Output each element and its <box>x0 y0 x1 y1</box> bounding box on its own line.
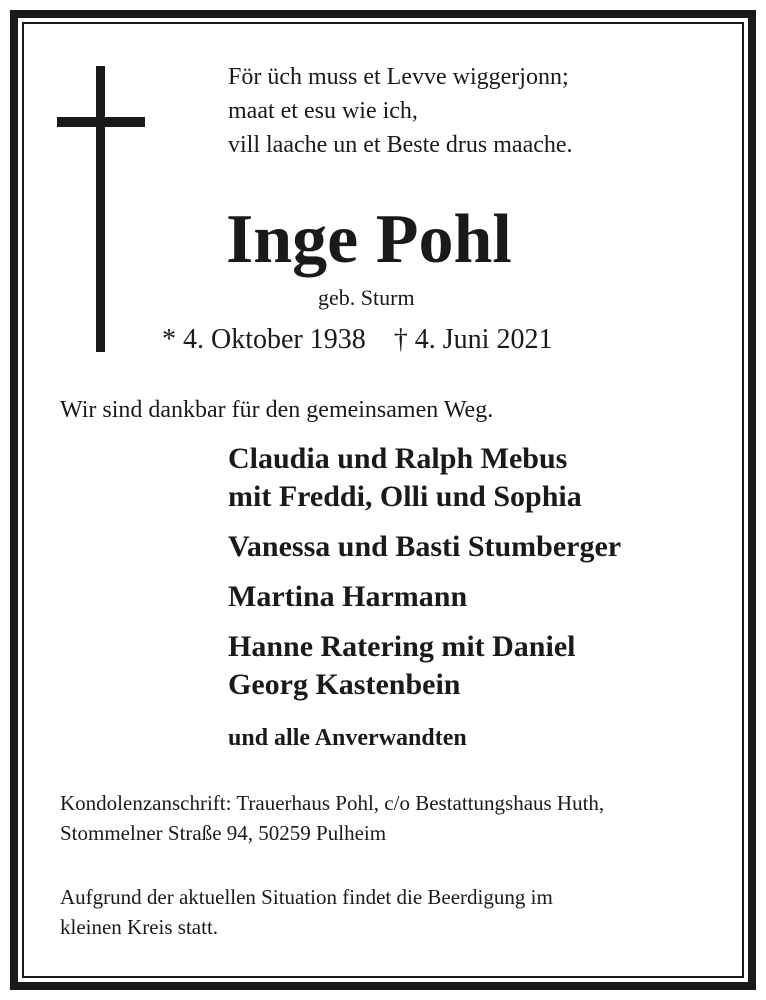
death-date: † 4. Juni 2021 <box>393 324 553 355</box>
cross-icon-bar <box>57 117 145 127</box>
notice-line: kleinen Kreis statt. <box>60 915 219 939</box>
mourner-line: Vanessa und Basti Stumberger <box>228 530 622 563</box>
address-line: Stommelner Straße 94, 50259 Pulheim <box>60 821 387 845</box>
deceased-name: Inge Pohl <box>226 201 512 278</box>
verse-line: vill laache un et Beste drus maache. <box>228 132 573 158</box>
address-line: Kondolenzanschrift: Trauerhaus Pohl, c/o Bestattungshaus Huth, <box>60 791 605 815</box>
thanks-text: Wir sind dankbar für den gemeinsamen Weg. <box>60 397 494 423</box>
verse <box>228 60 573 162</box>
verse-line: För üch muss et Levve wiggerjonn; <box>228 64 569 90</box>
life-dates <box>162 322 552 358</box>
maiden-name: geb. Sturm <box>318 285 415 310</box>
notice-line: Aufgrund der aktuellen Situation findet die Beerdigung im <box>60 885 553 909</box>
condolence-address <box>60 788 604 848</box>
mourner-group <box>228 440 582 516</box>
relatives-text: und alle Anverwandten <box>228 725 467 751</box>
mourner-group <box>228 578 467 616</box>
mourner-line: mit Freddi, Olli und Sophia <box>228 480 582 513</box>
mourner-group <box>228 628 575 704</box>
mourner-line: Georg Kastenbein <box>228 668 461 701</box>
funeral-notice <box>60 882 553 942</box>
verse-line: maat et esu wie ich, <box>228 98 418 124</box>
mourner-line: Hanne Ratering mit Daniel <box>228 630 576 663</box>
mourner-group <box>228 528 621 566</box>
mourner-line: Claudia und Ralph Mebus <box>228 442 568 475</box>
cross-icon <box>96 66 105 352</box>
birth-date: * 4. Oktober 1938 <box>162 324 366 355</box>
mourner-line: Martina Harmann <box>228 580 468 613</box>
